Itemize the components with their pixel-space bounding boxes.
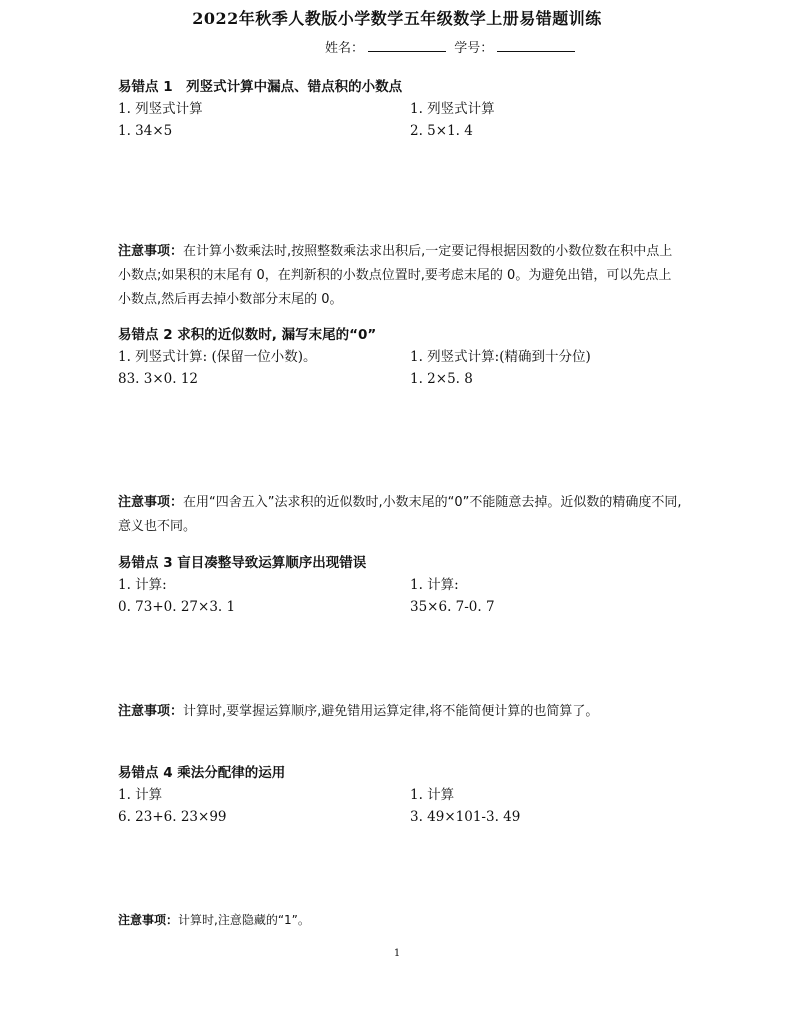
right-problem-label: 1. 计算: xyxy=(410,577,459,593)
section-1-note xyxy=(118,240,684,312)
section-2 xyxy=(118,324,678,390)
section-4-note xyxy=(118,908,684,932)
right-problem-expr: 1. 2×5. 8 xyxy=(410,371,473,387)
right-problem-label: 1. 计算 xyxy=(410,787,455,803)
problem-expr-row xyxy=(118,120,678,142)
problem-label-row xyxy=(118,98,678,120)
problem-expr-row xyxy=(118,368,678,390)
note-label: 注意事项： xyxy=(118,244,184,259)
section-2-note xyxy=(118,491,684,539)
section-3-note xyxy=(118,700,684,724)
page-title: 2022年秋季人教版小学数学五年级数学上册易错题训练 xyxy=(192,9,602,28)
problem-label-row xyxy=(118,346,678,368)
note-label: 注意事项： xyxy=(118,913,179,927)
left-problem-label: 1. 计算 xyxy=(118,787,163,803)
section-title: 易错点 3 盲目凑整导致运算顺序出现错误 xyxy=(118,555,367,571)
note-label: 注意事项： xyxy=(118,495,184,510)
note-text: 在用“四舍五入”法求积的近似数时,小数末尾的“0”不能随意去掉。近似数的精确度不同,意义也不同。 xyxy=(118,495,682,534)
student-info-bar xyxy=(325,37,579,56)
note-text: 在计算小数乘法时,按照整数乘法求出积后,一定要记得根据因数的小数位数在积中点上小数点;如果积的末尾有 0，在判新积的小数点位置时,要考虑末尾的 0。为避免出错，可以先点上小数点,然后再去掉小数部分末尾的 0。 xyxy=(118,244,673,307)
note-text: 计算时,要掌握运算顺序,避免错用运算定律,将不能简便计算的也简算了。 xyxy=(183,704,599,719)
note-label: 注意事项： xyxy=(118,704,184,719)
section-title: 易错点 1 列竖式计算中漏点、错点积的小数点 xyxy=(118,79,403,95)
right-problem-expr: 35×6. 7-0. 7 xyxy=(410,599,495,615)
section-title: 易错点 4 乘法分配律的运用 xyxy=(118,765,286,781)
left-problem-label: 1. 列竖式计算: (保留一位小数)。 xyxy=(118,349,317,365)
student-id-label: 学号： xyxy=(454,41,494,56)
right-problem-label: 1. 列竖式计算:(精确到十分位) xyxy=(410,349,591,365)
problem-label-row xyxy=(118,574,678,596)
left-problem-expr: 83. 3×0. 12 xyxy=(118,371,199,387)
problem-expr-row xyxy=(118,596,678,618)
section-4 xyxy=(118,762,678,828)
left-problem-label: 1. 列竖式计算 xyxy=(118,101,203,117)
student-id-blank[interactable] xyxy=(497,39,575,52)
right-problem-label: 1. 列竖式计算 xyxy=(410,101,495,117)
left-problem-expr: 1. 34×5 xyxy=(118,123,173,139)
name-blank[interactable] xyxy=(368,39,446,52)
page-number: 1 xyxy=(393,948,401,959)
section-1 xyxy=(118,76,678,142)
problem-expr-row xyxy=(118,806,678,828)
left-problem-label: 1. 计算: xyxy=(118,577,167,593)
name-label: 姓名： xyxy=(325,41,365,56)
section-3 xyxy=(118,552,678,618)
right-problem-expr: 3. 49×101-3. 49 xyxy=(410,809,521,825)
left-problem-expr: 6. 23+6. 23×99 xyxy=(118,809,227,825)
note-text: 计算时,注意隐藏的“1”。 xyxy=(178,913,310,927)
problem-label-row xyxy=(118,784,678,806)
left-problem-expr: 0. 73+0. 27×3. 1 xyxy=(118,599,236,615)
section-title: 易错点 2 求积的近似数时, 漏写末尾的“0” xyxy=(118,327,377,343)
right-problem-expr: 2. 5×1. 4 xyxy=(410,123,473,139)
